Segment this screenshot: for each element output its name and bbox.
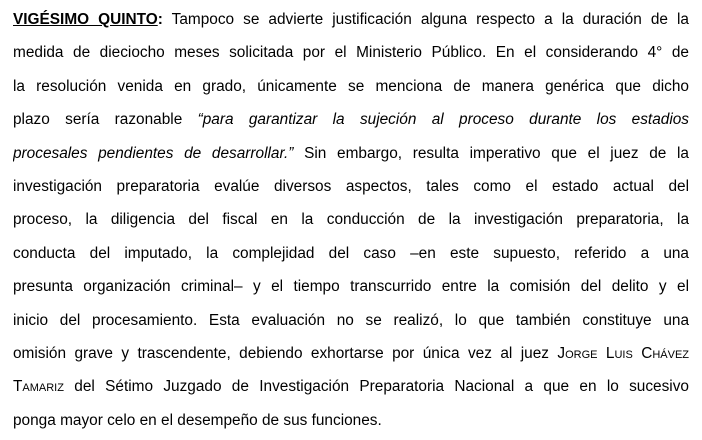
paragraph-vigesimo-quinto [13, 3, 689, 437]
quoted-text: “para garantizar la sujeción al proceso durante los estadios [197, 111, 689, 129]
section-heading: VIGÉSIMO QUINTO [13, 11, 158, 28]
text-segment: inicio del procesamiento. Esta evaluación no se realizó, lo que también constituye una [13, 311, 689, 329]
text-segment: proceso, la diligencia del fiscal en la conducción de la investigación preparatoria, la [13, 211, 689, 229]
heading-colon: : [157, 11, 163, 28]
text-segment: plazo sería razonable [13, 111, 198, 129]
paragraph-line [13, 337, 689, 370]
paragraph-line [13, 3, 689, 36]
paragraph-line [13, 404, 689, 437]
judge-name: Jorge Luis Chávez [557, 344, 689, 362]
paragraph-line [13, 36, 689, 69]
text-segment: medida de dieciocho meses solicitada por el Ministerio Público. En el considerando 4° de [13, 44, 689, 62]
text-segment: la resolución venida en grado, únicamente se menciona de manera genérica que dicho [13, 77, 689, 95]
quoted-text: procesales pendientes de desarrollar.” [13, 144, 294, 162]
text-segment: ponga mayor celo en el desempeño de sus funciones. [13, 411, 382, 429]
text-segment: investigación preparatoria evalúe diversos aspectos, tales como el estado actual del [13, 177, 689, 195]
document-page [13, 3, 689, 437]
paragraph-line [13, 270, 689, 303]
paragraph-line [13, 70, 689, 103]
judge-surname: Tamariz [13, 378, 64, 396]
paragraph-line [13, 103, 689, 136]
paragraph-line [13, 237, 689, 270]
text-segment: del Sétimo Juzgado de Investigación Preparatoria Nacional a que en lo sucesivo [63, 378, 689, 396]
text-segment: Sin embargo, resulta imperativo que el juez de la [293, 144, 689, 162]
paragraph-line [13, 170, 689, 203]
paragraph-line [13, 203, 689, 236]
text-segment: omisión grave y trascendente, debiendo exhortarse por única vez al juez [13, 344, 558, 362]
text-segment: presunta organización criminal– y el tiempo transcurrido entre la comisión del delito y el [13, 278, 689, 296]
paragraph-line [13, 370, 689, 403]
paragraph-line [13, 304, 689, 337]
paragraph-line [13, 137, 689, 170]
text-segment: conducta del imputado, la complejidad del caso –en este supuesto, referido a una [13, 244, 689, 262]
text-segment: Tampoco se advierte justificación alguna respecto a la duración de la [162, 11, 689, 28]
